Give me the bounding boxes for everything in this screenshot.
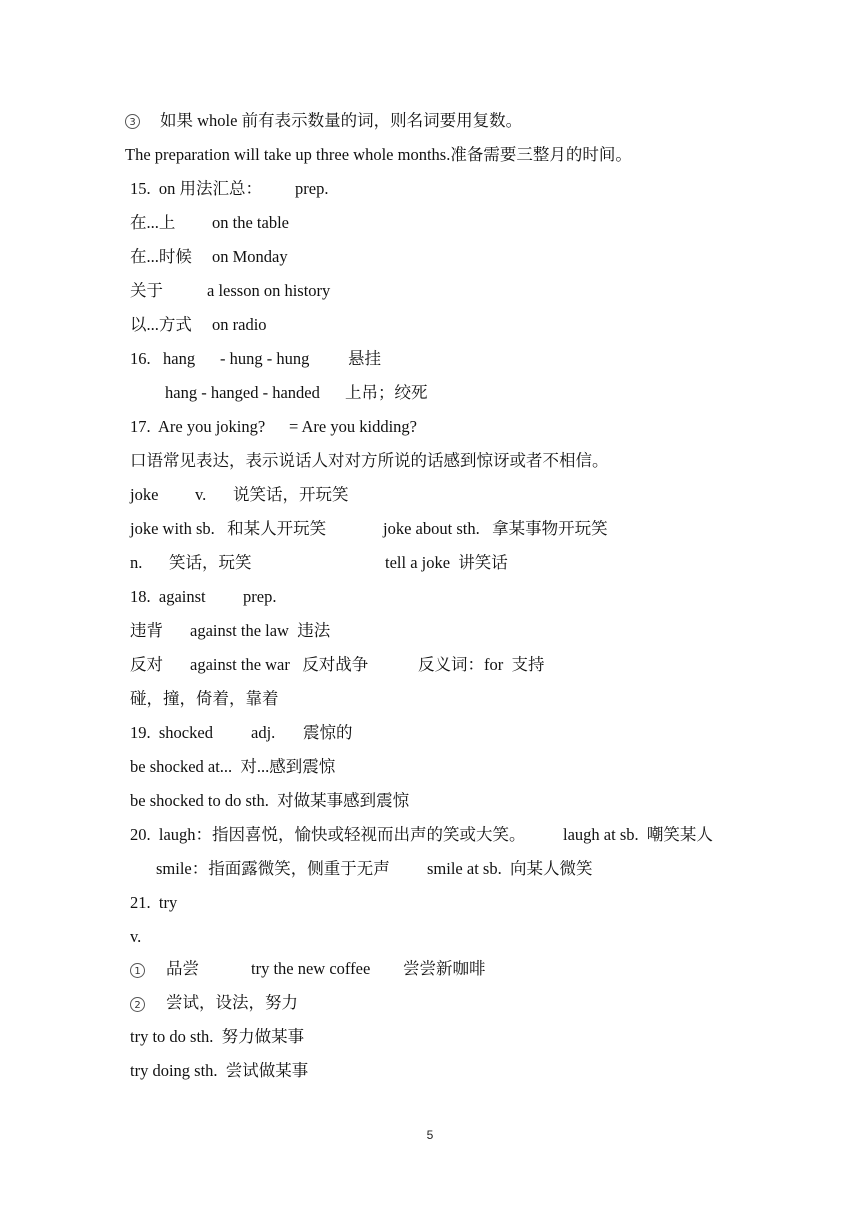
text-line: 在...时候: [130, 247, 192, 266]
text-line: try doing sth. 尝试做某事: [130, 1061, 309, 1080]
page-number: 5: [426, 1128, 434, 1142]
text-line: The preparation will take up three whole months.准备需要三整月的时间。: [125, 145, 632, 164]
text-line: 尝尝新咖啡: [403, 959, 486, 978]
section-heading: 18. against: [130, 587, 206, 606]
text-line: smile：指面露微笑，侧重于无声: [156, 859, 390, 878]
circled-number-2: 2: [130, 997, 145, 1012]
text-line: smile at sb. 向某人微笑: [427, 859, 593, 878]
text-line: 品尝: [166, 959, 199, 978]
circled-number-1: 1: [130, 963, 145, 978]
text-line: joke about sth. 拿某事物开玩笑: [383, 519, 608, 538]
text-line: be shocked to do sth. 对做某事感到震惊: [130, 791, 410, 810]
text-line: joke with sb. 和某人开玩笑: [130, 519, 327, 538]
text-line: 震惊的: [303, 723, 353, 742]
text-line: adj.: [251, 723, 276, 742]
text-line: 反义词：for 支持: [418, 655, 545, 674]
text-line: against the law 违法: [190, 621, 331, 640]
text-line: 口语常见表达，表示说话人对对方所说的话感到惊讶或者不相信。: [130, 451, 609, 470]
text-line: 上吊；绞死: [345, 383, 428, 402]
text-line: 碰，撞，倚着，靠着: [130, 689, 279, 708]
text-line: 在...上: [130, 213, 176, 232]
text-line: a lesson on history: [207, 281, 331, 300]
circled-number-3: 3: [125, 114, 140, 129]
text-line: 笑话，玩笑: [169, 553, 252, 572]
text-line: 尝试，设法，努力: [166, 993, 298, 1012]
text-line: on the table: [212, 213, 289, 232]
text-line: = Are you kidding?: [289, 417, 417, 436]
section-heading: 20. laugh：指因喜悦，愉快或轻视而出声的笑或大笑。: [130, 825, 526, 844]
text-line: on radio: [212, 315, 267, 334]
section-heading: 19. shocked: [130, 723, 213, 742]
text-line: n.: [130, 553, 143, 572]
text-line: 反对: [130, 655, 163, 674]
text-line: hang - hanged - handed: [165, 383, 320, 402]
text-line: - hung - hung: [220, 349, 310, 368]
section-heading: 16. hang: [130, 349, 196, 368]
text-line: 如果 whole 前有表示数量的词，则名词要用复数。: [160, 111, 523, 130]
text-line: 违背: [130, 621, 163, 640]
text-line: joke: [130, 485, 159, 504]
text-line: 悬挂: [348, 349, 381, 368]
text-line: laugh at sb. 嘲笑某人: [563, 825, 713, 844]
section-heading: 21. try: [130, 893, 178, 912]
text-line: on Monday: [212, 247, 288, 266]
text-line: v.: [130, 927, 142, 946]
section-heading: 15. on 用法汇总：: [130, 179, 262, 198]
text-line: prep.: [243, 587, 277, 606]
text-line: try to do sth. 努力做某事: [130, 1027, 305, 1046]
text-line: be shocked at... 对...感到震惊: [130, 757, 336, 776]
text-line: tell a joke 讲笑话: [385, 553, 508, 572]
text-line: 关于: [130, 281, 163, 300]
text-line: 以...方式: [130, 315, 192, 334]
text-line: v.: [195, 485, 207, 504]
text-line: prep.: [295, 179, 329, 198]
text-line: try the new coffee: [251, 959, 371, 978]
section-heading: 17. Are you joking?: [130, 417, 266, 436]
text-line: 说笑话，开玩笑: [233, 485, 349, 504]
text-line: against the war 反对战争: [190, 655, 369, 674]
